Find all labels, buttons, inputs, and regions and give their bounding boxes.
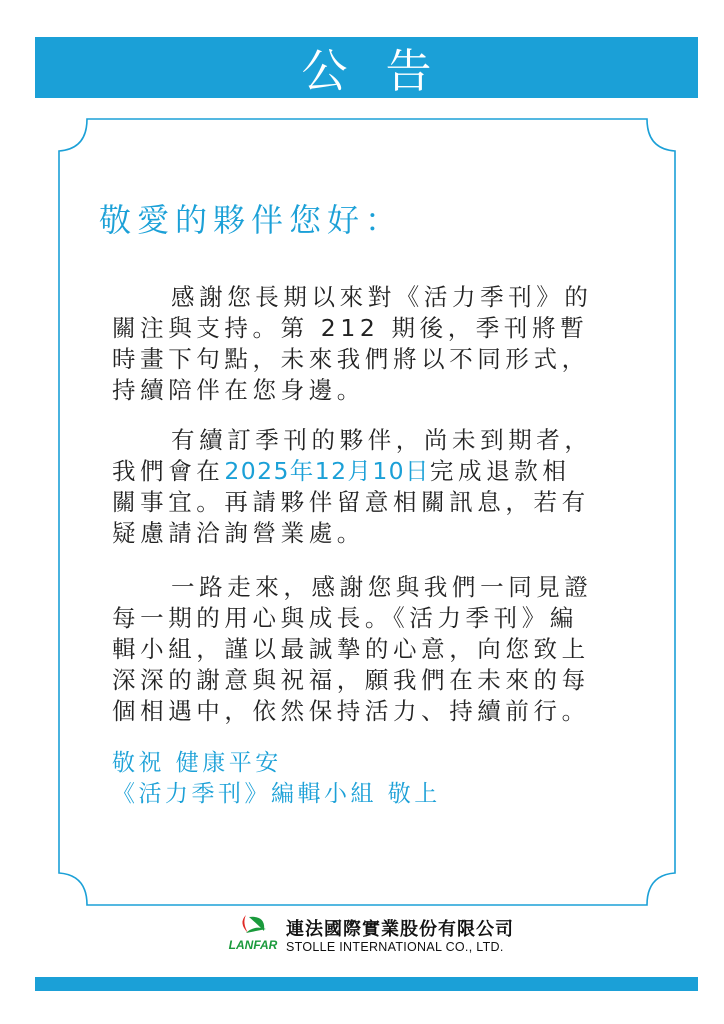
paragraph-gratitude (112, 572, 632, 727)
paragraph-line (112, 456, 632, 487)
paragraph-line: 輯小組，謹以最誠摯的心意，向您致上 (112, 635, 590, 663)
paragraph-line: 關注與支持。第 212 期後，季刊將暫 (112, 314, 589, 342)
title-banner (35, 37, 698, 98)
greeting-heading: 敬愛的夥伴您好： (99, 201, 404, 239)
paragraph-line: 時畫下句點，未來我們將以不同形式， (112, 345, 590, 373)
paragraph-thanks (112, 282, 632, 406)
company-name-english: STOLLE INTERNATIONAL CO., LTD. (286, 940, 504, 954)
paragraph-line: 疑慮請洽詢營業處。 (112, 519, 365, 547)
closing-signature: 《活力季刊》編輯小組 敬上 (112, 781, 441, 807)
refund-text-after: 完成退款相 (429, 457, 571, 485)
paragraph-line: 關事宜。再請夥伴留意相關訊息，若有 (112, 488, 590, 516)
paragraph-line: 持續陪伴在您身邊。 (112, 376, 365, 404)
svg-text:LANFAR: LANFAR (228, 938, 278, 952)
logo-wordmark (218, 938, 288, 952)
paragraph-line: 有續訂季刊的夥伴，尚未到期者， (171, 426, 593, 454)
paragraph-refund (112, 425, 632, 549)
paragraph-line: 感謝您長期以來對《活力季刊》的 (171, 283, 593, 311)
company-name-chinese: 連法國際實業股份有限公司 (286, 919, 514, 940)
paragraph-line: 每一期的用心與成長。《活力季刊》編 (112, 604, 578, 632)
closing-block (112, 748, 441, 810)
closing-wish: 敬祝 健康平安 (112, 750, 282, 776)
paragraph-line: 個相遇中，依然保持活力、持續前行。 (112, 697, 590, 725)
paragraph-line: 一路走來，感謝您與我們一同見證 (171, 573, 593, 601)
paragraph-line: 深深的謝意與祝福，願我們在未來的每 (112, 666, 590, 694)
company-logo (216, 911, 290, 957)
refund-date: 2025年12月10日 (224, 457, 430, 485)
bottom-banner (35, 977, 698, 991)
page-title: 公告 (301, 43, 470, 98)
refund-text-before: 我們會在 (112, 457, 225, 485)
